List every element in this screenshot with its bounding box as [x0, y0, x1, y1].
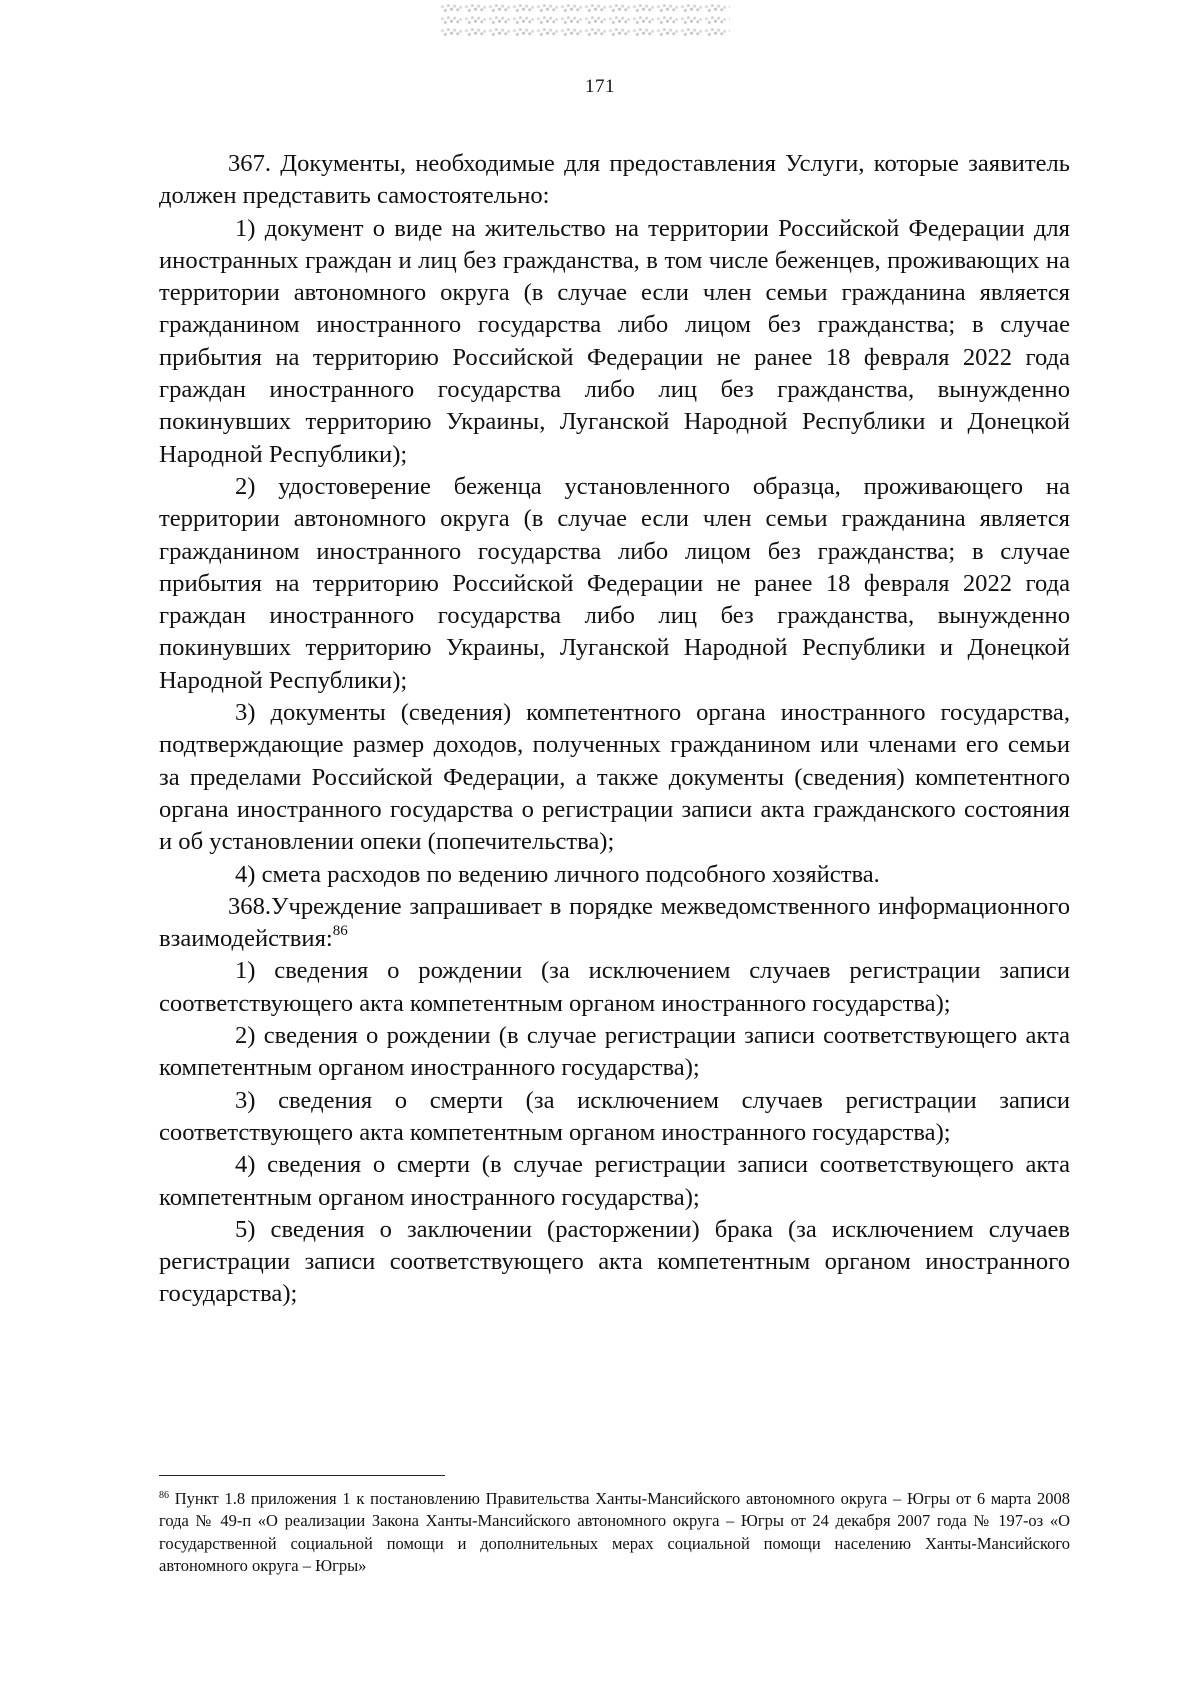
- footnote: [159, 1488, 1070, 1577]
- paragraph-368-item-3: 3) сведения о смерти (за исключением случаев регистрации записи соответствующего акта компетентным органом иностранного государства);: [159, 1086, 1070, 1146]
- footnote-text: Пункт 1.8 приложения 1 к постановлению Правительства Ханты-Мансийского автономного округа – Югры от 6 марта 2008 года № 49-п «О реализации Закона Ханты-Мансийского автономного округа – Югры от 24 декабря 2007 года № 197-оз «О государственной социальной помощи и дополнительных мерах социальной помощи населению Ханты-Мансийского автономного округа – Югры»: [159, 1489, 1070, 1575]
- paragraph-368-item-2: 2) сведения о рождении (в случае регистрации записи соответствующего акта компетентным органом иностранного государства);: [159, 1022, 1070, 1082]
- paragraph-367-item-4: 4) смета расходов по ведению личного подсобного хозяйства.: [235, 860, 880, 888]
- paragraph-368-item-4: 4) сведения о смерти (в случае регистрации записи соответствующего акта компетентным органом иностранного государства);: [159, 1151, 1070, 1211]
- paragraph-368-item-5: 5) сведения о заключении (расторжении) брака (за исключением случаев регистрации записи соответствующего акта компетентным органом иностранного государства);: [159, 1215, 1070, 1308]
- footnote-marker: 86: [159, 1490, 169, 1501]
- footnote-reference[interactable]: 86: [332, 923, 348, 940]
- paragraph-367-item-1: 1) документ о виде на жительство на территории Российской Федерации для иностранных граждан и лиц без гражданства, в том числе беженцев, проживающих на территории автономного округа (в случае если член семьи гражданина является гражданином иностранного государства либо лицом без гражданства; в случае прибытия на территорию Российской Федерации не ранее 18 февраля 2022 года граждан иностранного государства либо лиц без гражданства, вынужденно покинувших территорию Украины, Луганской Народной Республики и Донецкой Народной Республики);: [159, 214, 1070, 468]
- paragraph-368-intro: [159, 891, 1070, 956]
- paragraph-367-item-2: 2) удостоверение беженца установленного образца, проживающего на территории автономного округа (в случае если член семьи гражданина является гражданином иностранного государства либо лицом без гражданства; в случае прибытия на территорию Российской Федерации не ранее 18 февраля 2022 года граждан иностранного государства либо лиц без гражданства, вынужденно покинувших территорию Украины, Луганской Народной Республики и Донецкой Народной Республики);: [159, 472, 1070, 694]
- paragraph-367-intro: 367. Документы, необходимые для предоставления Услуги, которые заявитель должен представить самостоятельно:: [159, 150, 1070, 210]
- document-body: [159, 148, 1070, 1311]
- footnote-divider: [159, 1475, 445, 1476]
- paragraph-367-item-3: 3) документы (сведения) компетентного органа иностранного государства, подтверждающие размер доходов, полученных гражданином или членами его семьи за пределами Российской Федерации, а также документы (сведения) компетентного органа иностранного государства о регистрации записи акта гражданского состояния и об установлении опеки (попечительства);: [159, 699, 1070, 856]
- paragraph-368-intro-text: 368.Учреждение запрашивает в порядке межведомственного информационного взаимодействия:: [159, 892, 1070, 953]
- scan-artifact: [440, 2, 730, 36]
- paragraph-368-item-1: 1) сведения о рождении (за исключением случаев регистрации записи соответствующего акта компетентным органом иностранного государства);: [159, 957, 1070, 1017]
- page-number: 171: [585, 76, 615, 97]
